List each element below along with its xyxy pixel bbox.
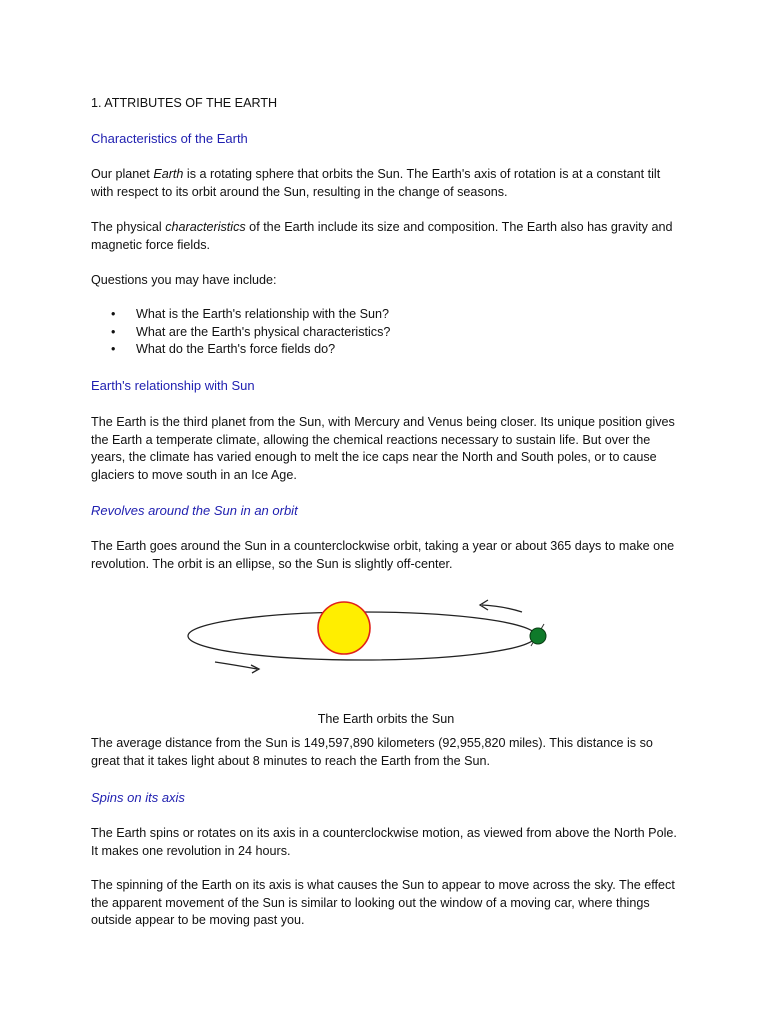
arrow-bottom-icon — [215, 662, 259, 673]
orbit-diagram — [185, 596, 555, 686]
list-item: • What are the Earth's physical characteristics? — [91, 324, 681, 342]
sun-icon — [318, 602, 370, 654]
paragraph-physical-text-a: The physical — [91, 220, 166, 234]
paragraph-rotation: The Earth spins or rotates on its axis in a counterclockwise motion, as viewed from above the North Pole. It makes one revolution in 24 hours. — [91, 826, 677, 858]
subheading-spins: Spins on its axis — [91, 790, 185, 805]
paragraph-physical-text-b: of the Earth include its size and composition. The Earth also has gravity and magnetic force fields. — [91, 220, 673, 252]
emphasis-earth: Earth — [153, 167, 184, 181]
emphasis-characteristics: characteristics — [165, 220, 246, 234]
paragraph-distance: The average distance from the Sun is 149,597,890 kilometers (92,955,820 miles). This distance is so great that it takes light about 8 minutes to reach the Earth from the Sun. — [91, 736, 653, 768]
earth-icon — [530, 628, 546, 644]
list-item: • What is the Earth's relationship with the Sun? — [91, 306, 681, 324]
paragraph-intro-text-a: Our planet — [91, 167, 154, 181]
heading-characteristics: Characteristics of the Earth — [91, 131, 248, 146]
paragraph-sky-motion: The spinning of the Earth on its axis is what causes the Sun to appear to move across the sky. The effect the apparent movement of the Sun is similar to looking out the window of a moving car, where things outside appear to be moving past you. — [91, 878, 675, 928]
paragraph-intro-text-b: is a rotating sphere that orbits the Sun. The Earth's axis of rotation is at a constant tilt with respect to its orbit around the Sun, resulting in the change of seasons. — [91, 167, 661, 199]
subheading-revolves: Revolves around the Sun in an orbit — [91, 503, 298, 518]
document-title: 1. ATTRIBUTES OF THE EARTH — [91, 96, 278, 110]
figure-caption: The Earth orbits the Sun — [317, 711, 455, 726]
questions-list — [91, 306, 681, 359]
paragraph-position: The Earth is the third planet from the Sun, with Mercury and Venus being closer. Its unique position gives the Earth a temperate climate, allowing the chemical reactions necessary to sustain life. But over the years, the climate has varied enough to melt the ice caps near the North and South poles, or to cause glaciers to move south in an Ice Age. — [91, 415, 675, 482]
paragraph-orbit: The Earth goes around the Sun in a counterclockwise orbit, taking a year or about 365 days to make one revolution. The orbit is an ellipse, so the Sun is slightly off-center. — [91, 539, 675, 571]
paragraph-intro — [91, 166, 681, 201]
paragraph-physical — [91, 219, 681, 254]
list-item: • What do the Earth's force fields do? — [91, 341, 681, 359]
arrow-top-icon — [480, 600, 522, 612]
paragraph-questions-intro: Questions you may have include: — [91, 273, 277, 287]
heading-relationship: Earth's relationship with Sun — [91, 378, 255, 393]
